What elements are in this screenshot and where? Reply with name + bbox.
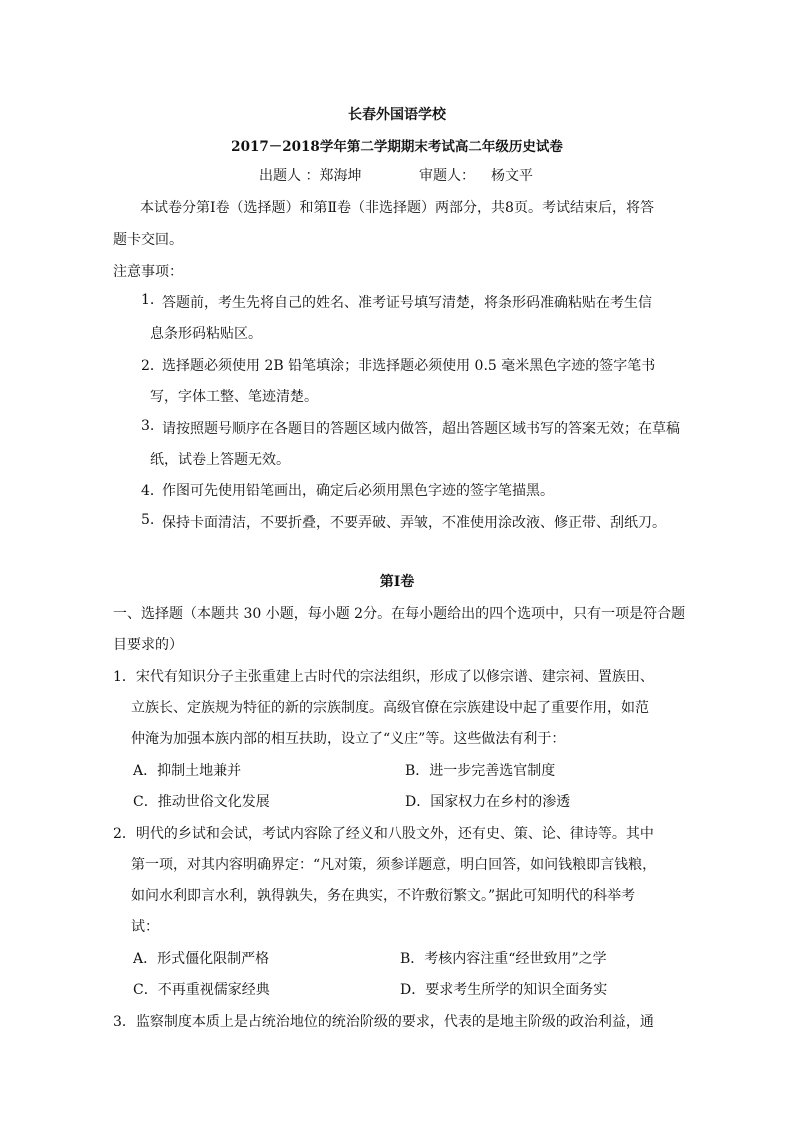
notice-item-2-line-2: 写，字体工整、笔迹清楚。 (150, 389, 318, 405)
q1-stem-line-1: 1．宋代有知识分子主张重建上古时代的宗法组织，形成了以修宗谱、建宗祠、置族田、 (113, 669, 654, 685)
notice-item-2-num: 2． (141, 358, 164, 374)
exam-title: 2017－2018学年第二学期期末考试高二年级历史试卷 (231, 139, 563, 155)
notice-item-3-line-2: 纸，试卷上答题无效。 (150, 452, 290, 468)
section-title: 第Ⅰ卷 (379, 574, 415, 590)
notice-item-3-num: 3. (141, 418, 155, 434)
q1-option-c: C．推动世俗文化发展 (133, 794, 270, 810)
reviewer-name: 杨文平 (491, 168, 533, 184)
q1-option-b: B．进一步完善选官制度 (405, 763, 556, 779)
section-instruction-line-1: 一、选择题（本题共 30 小题，每小题 2分。在每小题给出的四个选项中，只有一项是符合题 (113, 606, 686, 622)
q2-stem-line-2: 第一项，对其内容明确界定：“凡对策，须参详题意，明白回答，如问钱粮即言钱粮， (131, 857, 657, 873)
notice-item-1-line-1: 答题前，考生先将自己的姓名、准考证号填写清楚，将条形码准确粘贴在考生信 (162, 295, 652, 311)
q2-stem-line-4: 试： (131, 919, 159, 935)
q2-option-a: A．形式僵化限制严格 (133, 951, 270, 967)
q1-stem-line-3: 仲淹为加强本族内部的相互扶助，设立了“义庄”等。这些做法有利于： (131, 731, 566, 747)
q2-stem-line-1: 2．明代的乡试和会试，考试内容除了经义和八股文外，还有史、策、论、律诗等。其中 (113, 826, 654, 842)
notice-item-1-num: 1. (141, 292, 155, 308)
q2-option-c: C．不再重视儒家经典 (133, 982, 270, 998)
notice-item-2-line-1: 选择题必须使用 2B 铅笔填涂；非选择题必须使用 0.5 毫米黑色字迹的签字笔书 (162, 358, 656, 374)
intro-line-2: 题卡交回。 (113, 232, 183, 248)
notice-item-5-num: 5. (141, 512, 155, 528)
q1-option-a: A．抑制土地兼并 (133, 763, 242, 779)
notice-item-3-line-1: 请按照题号顺序在各题目的答题区域内做答，超出答题区域书写的答案无效；在草稿 (162, 421, 680, 437)
notice-heading: 注意事项： (113, 264, 183, 280)
q1-option-d: D．国家权力在乡村的渗透 (405, 794, 571, 810)
q2-option-b: B．考核内容注重“经世致用”之学 (400, 951, 607, 967)
notice-item-5-line-1: 保持卡面清洁，不要折叠，不要弄破、弄皱，不准使用涂改液、修正带、刮纸刀。 (162, 515, 666, 531)
school-name: 长春外国语学校 (348, 107, 446, 123)
author-label: 出题人 ：郑海坤 (259, 168, 362, 184)
intro-line-1: 本试卷分第Ⅰ卷（选择题）和第Ⅱ卷（非选择题）两部分，共8页。考试结束后，将答 (140, 200, 654, 216)
section-instruction-line-2: 目要求的） (113, 637, 183, 653)
q3-stem-line-1: 3．监察制度本质上是占统治地位的统治阶级的要求，代表的是地主阶级的政治利益，通 (113, 1014, 654, 1030)
notice-item-1-line-2: 息条形码粘贴区。 (150, 326, 262, 342)
reviewer-label: 审题人： (419, 168, 475, 184)
q1-stem-line-2: 立族长、定族规为特征的新的宗族制度。高级官僚在宗族建设中起了重要作用，如范 (131, 700, 649, 716)
notice-item-4-line-1: 作图可先使用铅笔画出，确定后必须用黑色字迹的签字笔描黑。 (162, 483, 554, 499)
q2-stem-line-3: 如问水利即言水利，孰得孰失，务在典实，不许敷衍繁文。”据此可知明代的科举考 (131, 888, 636, 904)
q2-option-d: D．要求考生所学的知识全面务实 (400, 982, 608, 998)
notice-item-4-num: 4． (141, 483, 164, 499)
